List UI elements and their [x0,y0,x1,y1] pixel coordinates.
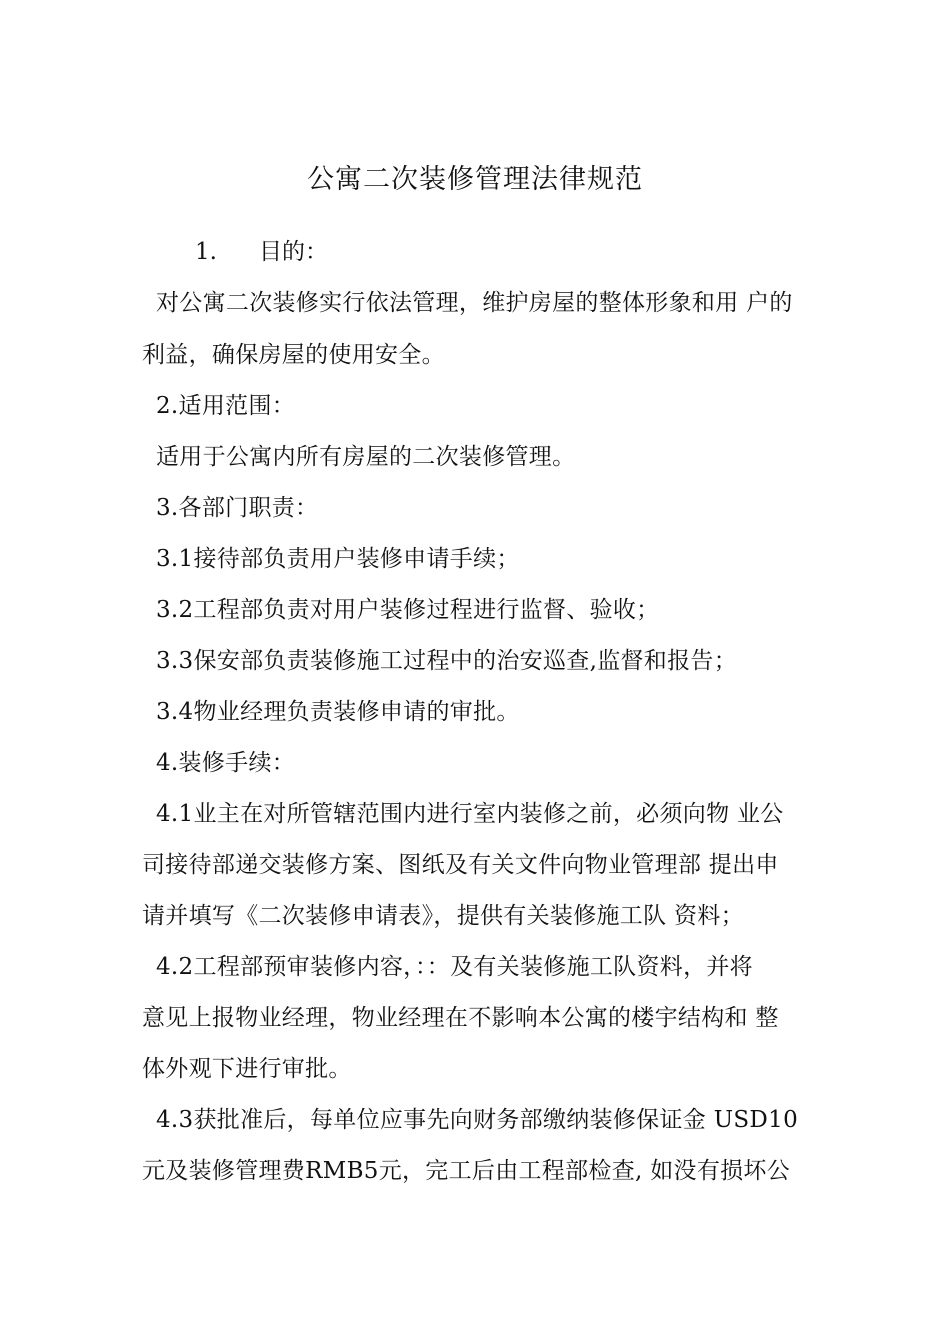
paragraph-line: 4.2工程部预审装修内容，：：及有关装修施工队资料，并将 [156,954,753,980]
paragraph-line: 司接待部递交装修方案、图纸及有关文件向物业管理部 提出申 [142,852,779,878]
paragraph-line: 体外观下进行审批。 [142,1056,352,1082]
section-heading-responsibilities: 3.各部门职责： [156,495,319,521]
paragraph-line: 4.1业主在对所管辖范围内进行室内装修之前，必须向物 业公 [156,801,784,827]
section-heading-scope: 2.适用范围： [156,393,296,419]
paragraph-line: 对公寓二次装修实行依法管理，维护房屋的整体形象和用 户的 [156,290,793,316]
list-item: 3.3保安部负责装修施工过程中的治安巡查,监督和报告； [156,648,737,674]
list-item: 3.4物业经理负责装修申请的审批。 [156,699,520,725]
section-number-1: 1. [195,239,217,265]
paragraph-line: 利益，确保房屋的使用安全。 [142,342,445,368]
paragraph-line: 元及装修管理费RMB5元，完工后由工程部检查, 如没有损坏公 [142,1158,791,1184]
paragraph-line: 4.3获批准后，每单位应事先向财务部缴纳装修保证金 USD10 [156,1107,799,1133]
paragraph-line: 意见上报物业经理，物业经理在不影响本公寓的楼宇结构和 整 [142,1005,779,1031]
section-heading-purpose: 目的： [259,239,328,265]
list-item: 3.1接待部负责用户装修申请手续； [156,546,520,572]
section-heading-procedures: 4.装修手续： [156,750,296,776]
paragraph-line: 适用于公寓内所有房屋的二次装修管理。 [156,444,576,470]
list-item: 3.2工程部负责对用户装修过程进行监督、验收； [156,597,660,623]
document-title: 公寓二次装修管理法律规范 [307,164,643,195]
paragraph-line: 请并填写《二次装修申请表》，提供有关装修施工队 资料； [142,903,744,929]
